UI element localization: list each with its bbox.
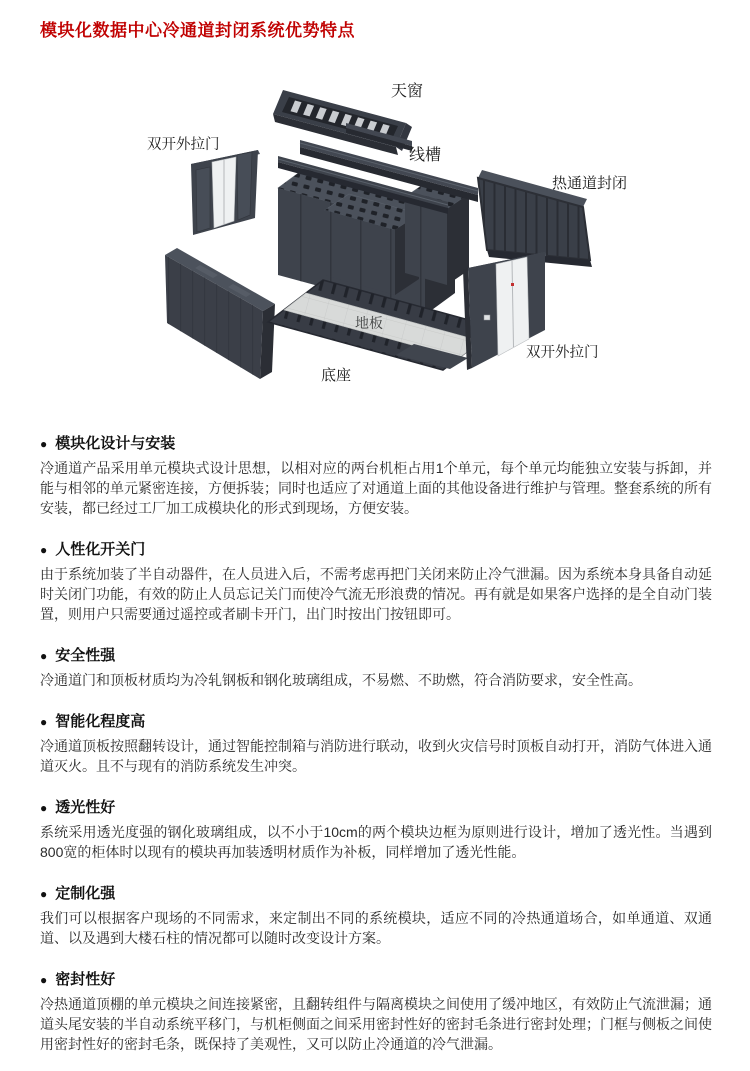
bullet-icon: ●: [40, 437, 48, 451]
section-heading: [40, 884, 712, 904]
section-body: 冷通道门和顶板材质均为冷轧钢板和钢化玻璃组成，不易燃、不助燃，符合消防要求，安全性高。: [40, 672, 642, 688]
section-heading-text: 定制化强: [55, 885, 116, 902]
page-title: 模块化数据中心冷通道封闭系统优势特点: [40, 21, 355, 40]
section-heading-text: 密封性好: [55, 971, 116, 988]
section-body: 冷热通道顶棚的单元模块之间连接紧密，且翻转组件与隔离模块之间使用了缓冲地区，有效防止气流泄漏；通道头尾安装的半自动系统平移门，与机柜侧面之间采用密封性好的密封毛条进行密封处理；门框与侧板之间使用密封性好的密封毛条，既保持了美观性，又可以防止冷通道的冷气泄漏。: [40, 996, 712, 1052]
section-heading: [40, 970, 712, 990]
label-hot-aisle: 热通道封闭: [552, 175, 628, 192]
containment-system-illustration: [0, 60, 750, 408]
section-body: 冷通道产品采用单元模块式设计思想，以相对应的两台机柜占用1个单元，每个单元均能独立安装与拆卸，并能与相邻的单元紧密连接，方便拆装；同时也适应了对通道上面的其他设备进行维护与管理。整套系统的所有安装，都已经过工厂加工成模块化的形式到现场，方便安装。: [40, 460, 712, 516]
feature-section: [40, 646, 712, 690]
feature-section: [40, 970, 712, 1054]
label-left-door: 双开外拉门: [147, 137, 220, 153]
exploded-view-diagram: [0, 60, 750, 408]
bullet-icon: ●: [40, 887, 48, 901]
bullet-icon: ●: [40, 973, 48, 987]
side-wall-panel: [165, 248, 275, 379]
label-skylight: 天窗: [391, 83, 424, 100]
bullet-icon: ●: [40, 801, 48, 815]
feature-section: [40, 540, 712, 624]
section-body: 冷通道顶板按照翻转设计，通过智能控制箱与消防进行联动，收到火灾信号时顶板自动打开，消防气体进入通道灭火。且不与现有的消防系统发生冲突。: [40, 738, 712, 774]
section-body: 系统采用透光度强的钢化玻璃组成，以不小于10cm的两个模块边框为原则进行设计，增加了透光性。当遇到800宽的柜体时以现有的模块再加装透明材质作为补板，同样增加了透光性能。: [40, 824, 712, 860]
section-heading: [40, 434, 712, 454]
feature-sections: [40, 434, 712, 1071]
feature-section: [40, 884, 712, 948]
section-heading-text: 安全性强: [55, 647, 116, 664]
section-heading: [40, 540, 712, 560]
section-heading-text: 模块化设计与安装: [55, 435, 176, 452]
label-floor: 地板: [355, 315, 383, 331]
label-base: 底座: [321, 367, 352, 384]
feature-section: [40, 434, 712, 518]
bullet-icon: ●: [40, 649, 48, 663]
feature-section: [40, 798, 712, 862]
section-heading-text: 智能化程度高: [55, 713, 146, 730]
label-cable-trough: 线槽: [409, 147, 442, 164]
section-heading-text: 人性化开关门: [55, 541, 146, 558]
section-heading: [40, 646, 712, 666]
bullet-icon: ●: [40, 543, 48, 557]
section-body: 我们可以根据客户现场的不同需求，来定制出不同的系统模块，适应不同的冷热通道场合，如单通道、双通道、以及遇到大楼石柱的情况都可以随时改变设计方案。: [40, 910, 712, 946]
label-right-door: 双开外拉门: [526, 345, 599, 361]
left-door-panel: [191, 150, 260, 235]
section-heading: [40, 712, 712, 732]
section-body: 由于系统加装了半自动器件，在人员进入后，不需考虑再把门关闭来防止冷气泄漏。因为系统本身具备自动延时关闭门功能，有效的防止人员忘记关门而使冷气流无形浪费的情况。再有就是如果客户选择的是全自动门装置，则用户只需要通过遥控或者刷卡开门，出门时按出门按钮即可。: [40, 566, 712, 622]
section-heading-text: 透光性好: [55, 799, 116, 816]
bullet-icon: ●: [40, 715, 48, 729]
feature-section: [40, 712, 712, 776]
section-heading: [40, 798, 712, 818]
